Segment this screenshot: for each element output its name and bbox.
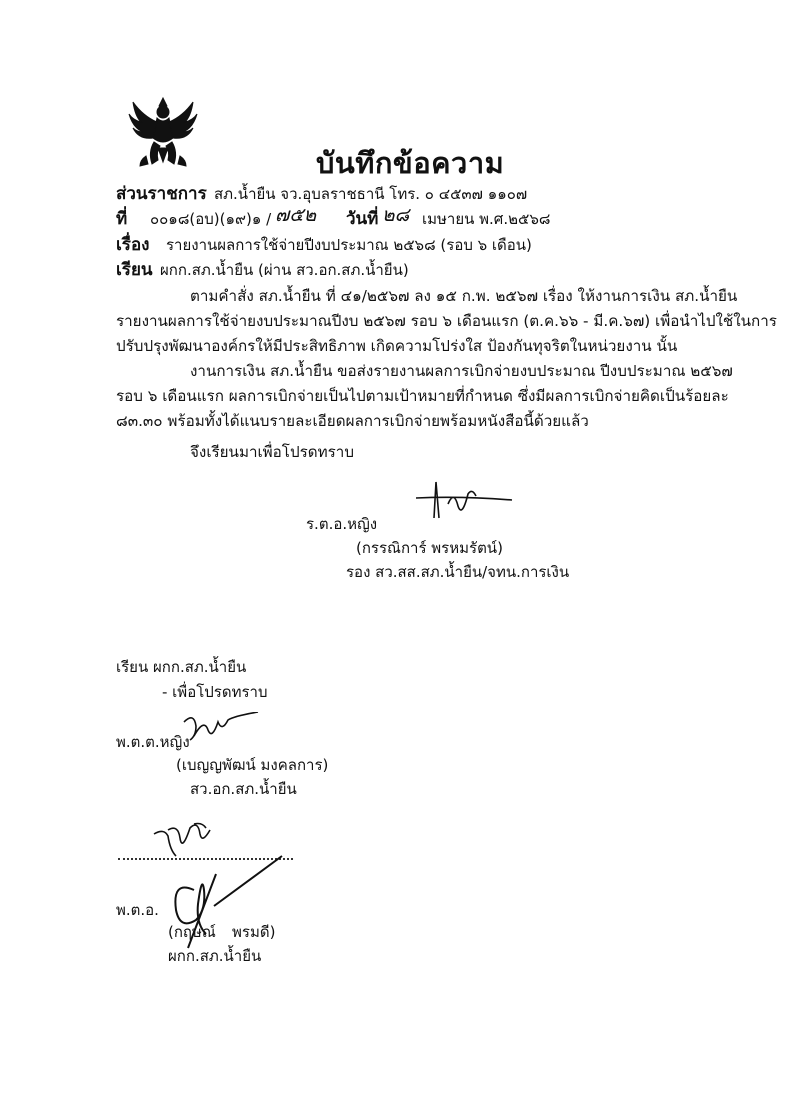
garuda-emblem-icon (128, 92, 198, 170)
ref-value: ๐๐๑๘(อบ)(๑๙)๑ / (150, 210, 272, 228)
closing-line: จึงเรียนมาเพื่อโปรดทราบ (190, 443, 354, 461)
subject-value: รายงานผลการใช้จ่ายปีงบประมาณ ๒๕๖๘ (รอบ ๖ เดือน) (166, 236, 532, 254)
body-p2-line3: ๘๓.๓๐ พร้อมทั้งได้แนบรายละเอียดผลการเบิกจ่ายพร้อมหนังสือนี้ด้วยแล้ว (116, 412, 589, 430)
ref-label: ที่ (116, 209, 128, 229)
endorse2-name-left: (กฤษณ์ (168, 923, 216, 941)
endorse1-name: (เบญญพัฒน์ มงคลการ) (176, 756, 329, 774)
signature-2-icon (178, 712, 268, 746)
subject-label: เรื่อง (116, 235, 150, 255)
date-day-handwritten: ๒๘ (382, 204, 410, 226)
signer1-rank: ร.ต.อ.หญิง (306, 515, 378, 533)
to-value: ผกก.สภ.น้ำยืน (ผ่าน สว.อก.สภ.น้ำยืน) (160, 261, 409, 279)
body-p1-line1: ตามคำสั่ง สภ.น้ำยืน ที่ ๔๑/๒๕๖๗ ลง ๑๕ ก.พ. ๒๕๖๗ เรื่อง ให้งานการเงิน สภ.น้ำยืน (190, 287, 738, 305)
endorse2-name-right: พรมดี) (232, 923, 276, 941)
endorse1-position: สว.อก.สภ.น้ำยืน (190, 780, 297, 798)
ref-number-handwritten: ๗๕๒ (275, 204, 317, 226)
body-p2-line1: งานการเงิน สภ.น้ำยืน ขอส่งรายงานผลการเบิกจ่ายงบประมาณ ปีงบประมาณ ๒๕๖๗ (190, 362, 733, 380)
to-label: เรียน (116, 260, 153, 280)
section-label: ส่วนราชการ (116, 184, 207, 204)
body-p1-line2: รายงานผลการใช้จ่ายงบประมาณปีงบ ๒๕๖๗ รอบ ๖ เดือนแรก (ต.ค.๖๖ - มี.ค.๖๗) เพื่อนำไปใช้ในการ (116, 312, 777, 330)
endorse2-rank: พ.ต.อ. (116, 901, 159, 919)
body-p1-line3: ปรับปรุงพัฒนาองค์กรให้มีประสิทธิภาพ เกิดความโปร่งใส ป้องกันทุจริตในหน่วยงาน นั้น (116, 337, 678, 355)
memo-title: บันทึกข้อความ (316, 146, 505, 180)
body-p2-line2: รอบ ๖ เดือนแรก ผลการเบิกจ่ายเป็นไปตามเป้าหมายที่กำหนด ซึ่งมีผลการเบิกจ่ายคิดเป็นร้อยละ (116, 387, 729, 405)
signer1-name: (กรรณิการ์ พรหมรัตน์) (356, 539, 503, 557)
date-rest: เมษายน พ.ศ.๒๕๖๘ (422, 210, 551, 228)
endorse1-rank: พ.ต.ต.หญิง (116, 733, 190, 751)
signature-1-icon (412, 478, 522, 522)
date-label: วันที่ (346, 209, 379, 229)
signer1-position: รอง สว.สส.สภ.น้ำยืน/จทน.การเงิน (346, 563, 570, 581)
endorse2-position: ผกก.สภ.น้ำยืน (168, 947, 262, 965)
endorse1-note: - เพื่อโปรดทราบ (162, 683, 268, 701)
endorse1-to: เรียน ผกก.สภ.น้ำยืน (116, 658, 247, 676)
section-value: สภ.น้ำยืน จว.อุบลราชธานี โทร. ๐ ๔๕๓๗ ๑๑๐๗ (214, 185, 528, 203)
